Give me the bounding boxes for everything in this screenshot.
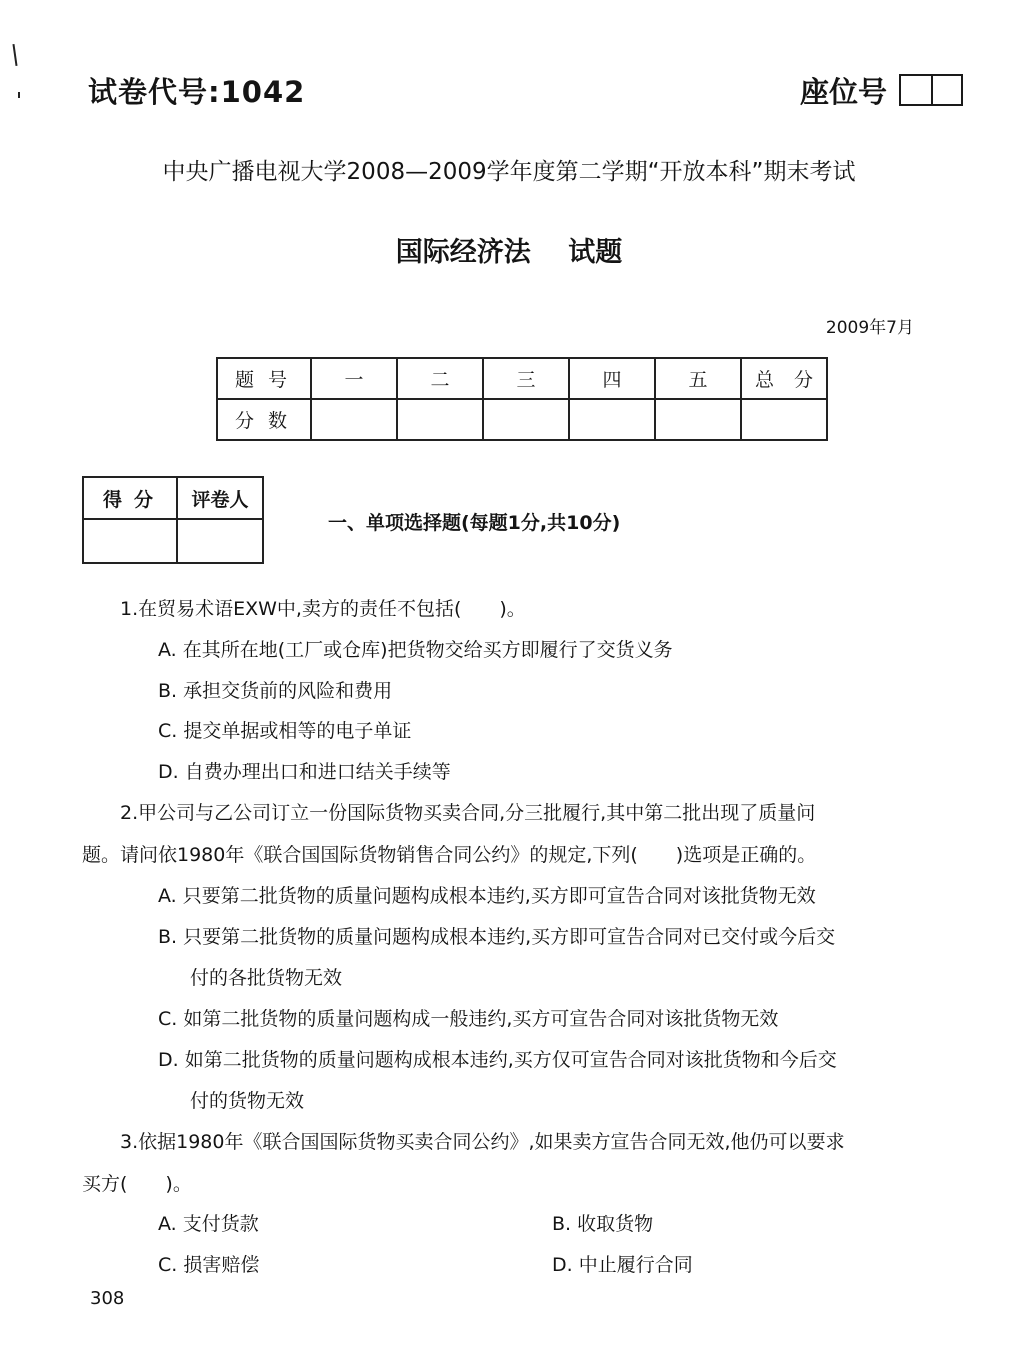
option-item: B. 只要第二批货物的质量问题构成根本违约,买方即可宣告合同对已交付或今后交 — [158, 926, 836, 948]
score-cell[interactable] — [397, 399, 483, 440]
option-item: C. 提交单据或相等的电子单证 — [158, 720, 412, 742]
grader-table — [82, 476, 264, 564]
scan-mark — [18, 92, 20, 98]
question-stem: 3.依据1980年《联合国国际货物买卖合同公约》,如果卖方宣告合同无效,他仍可以要求 — [120, 1131, 845, 1153]
option-item: D. 自费办理出口和进口结关手续等 — [158, 761, 451, 783]
scan-mark — [12, 44, 17, 66]
option-item: A. 支付货款 — [158, 1213, 259, 1235]
score-cell[interactable] — [655, 399, 741, 440]
option-item-continued: 付的各批货物无效 — [190, 967, 343, 989]
score-cell[interactable] — [483, 399, 569, 440]
option-item: C. 如第二批货物的质量问题构成一般违约,买方可宣告合同对该批货物无效 — [158, 1008, 779, 1030]
score-label: 分数 — [217, 399, 311, 440]
option-item: A. 在其所在地(工厂或仓库)把货物交给买方即履行了交货义务 — [158, 639, 673, 661]
page-number: 308 — [90, 1288, 125, 1309]
option-item: D. 如第二批货物的质量问题构成根本违约,买方仅可宣告合同对该批货物和今后交 — [158, 1049, 837, 1071]
paper-code: 试卷代号:1042 — [88, 75, 306, 109]
option-item: D. 中止履行合同 — [552, 1254, 693, 1276]
score-table-col: 四 — [569, 358, 655, 399]
score-table-col: 五 — [655, 358, 741, 399]
grader-cell[interactable] — [177, 519, 263, 563]
score-summary-table — [216, 357, 828, 441]
score-cell-total[interactable] — [741, 399, 827, 440]
section-score-cell[interactable] — [83, 519, 177, 563]
score-table-col: 三 — [483, 358, 569, 399]
question-stem: 1.在贸易术语EXW中,卖方的责任不包括( )。 — [120, 598, 526, 620]
option-item: C. 损害赔偿 — [158, 1254, 260, 1276]
score-table-header-row — [217, 358, 827, 399]
grader-label: 评卷人 — [177, 477, 263, 519]
option-item: B. 收取货物 — [552, 1213, 654, 1235]
question-stem-continued: 题。请问依1980年《联合国国际货物销售合同公约》的规定,下列( )选项是正确的。 — [82, 844, 817, 866]
score-table-col: 一 — [311, 358, 397, 399]
exam-date: 2009年7月 — [825, 318, 914, 338]
section-heading: 一、单项选择题(每题1分,共10分) — [328, 512, 621, 534]
option-item-continued: 付的货物无效 — [190, 1090, 305, 1112]
question-number-label: 题号 — [217, 358, 311, 399]
score-table-col: 二 — [397, 358, 483, 399]
exam-header-line: 中央广播电视大学2008—2009学年度第二学期“开放本科”期末考试 — [162, 159, 856, 185]
score-table-score-row — [217, 399, 827, 440]
exam-title: 国际经济法 试题 — [395, 237, 623, 268]
question-stem: 2.甲公司与乙公司订立一份国际货物买卖合同,分三批履行,其中第二批出现了质量问 — [120, 802, 816, 824]
section-score-label: 得分 — [83, 477, 177, 519]
score-cell[interactable] — [311, 399, 397, 440]
option-item: A. 只要第二批货物的质量问题构成根本违约,买方即可宣告合同对该批货物无效 — [158, 885, 816, 907]
option-item: B. 承担交货前的风险和费用 — [158, 680, 393, 702]
score-table-col-total: 总 分 — [741, 358, 827, 399]
question-stem-continued: 买方( )。 — [82, 1173, 192, 1195]
seat-label: 座位号 — [800, 75, 888, 109]
score-cell[interactable] — [569, 399, 655, 440]
seat-number-box[interactable] — [899, 74, 963, 106]
